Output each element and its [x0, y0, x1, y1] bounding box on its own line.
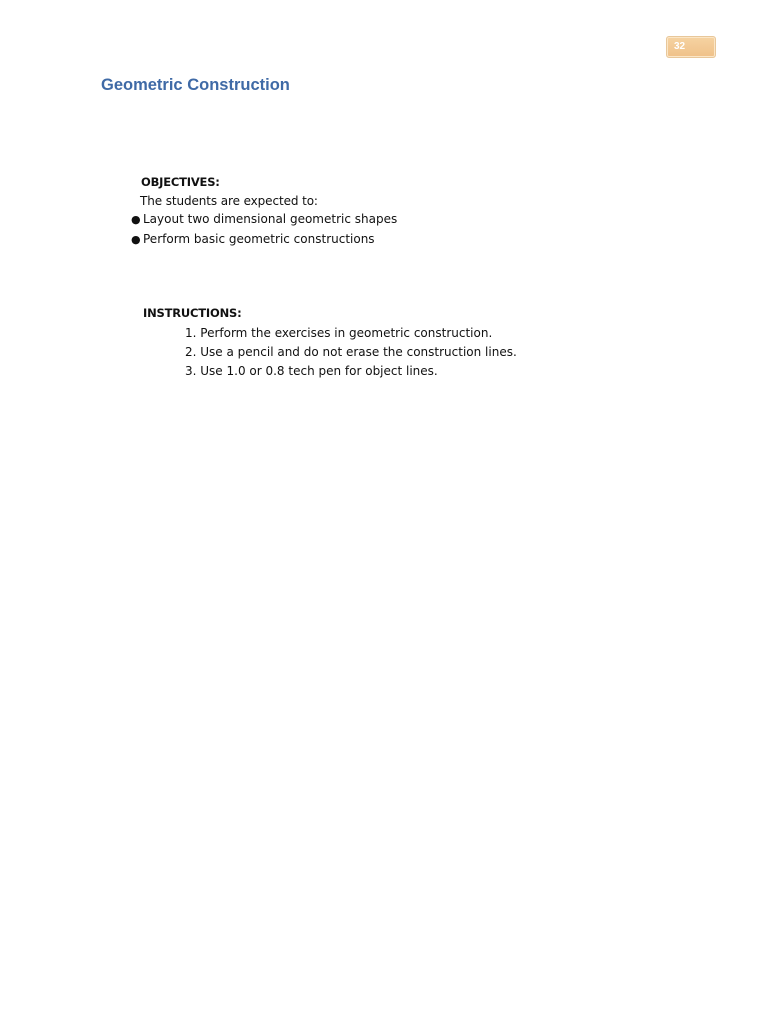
page-title: Geometric Construction	[101, 76, 290, 94]
page-number: 32	[674, 41, 686, 52]
objective-item	[131, 212, 397, 226]
instruction-item: 3. Use 1.0 or 0.8 tech pen for object lines.	[185, 364, 438, 378]
bullet-icon: ●	[131, 213, 141, 226]
page-number-badge	[666, 36, 716, 58]
objective-item	[131, 232, 375, 246]
objectives-intro: The students are expected to:	[140, 194, 318, 208]
objectives-heading: OBJECTIVES:	[141, 175, 220, 189]
instruction-item: 1. Perform the exercises in geometric construction.	[185, 326, 493, 340]
objective-text: Perform basic geometric constructions	[143, 232, 375, 246]
instruction-item: 2. Use a pencil and do not erase the construction lines.	[185, 345, 517, 359]
bullet-icon: ●	[131, 233, 141, 246]
instructions-heading: INSTRUCTIONS:	[143, 306, 242, 320]
objective-text: Layout two dimensional geometric shapes	[143, 212, 398, 226]
